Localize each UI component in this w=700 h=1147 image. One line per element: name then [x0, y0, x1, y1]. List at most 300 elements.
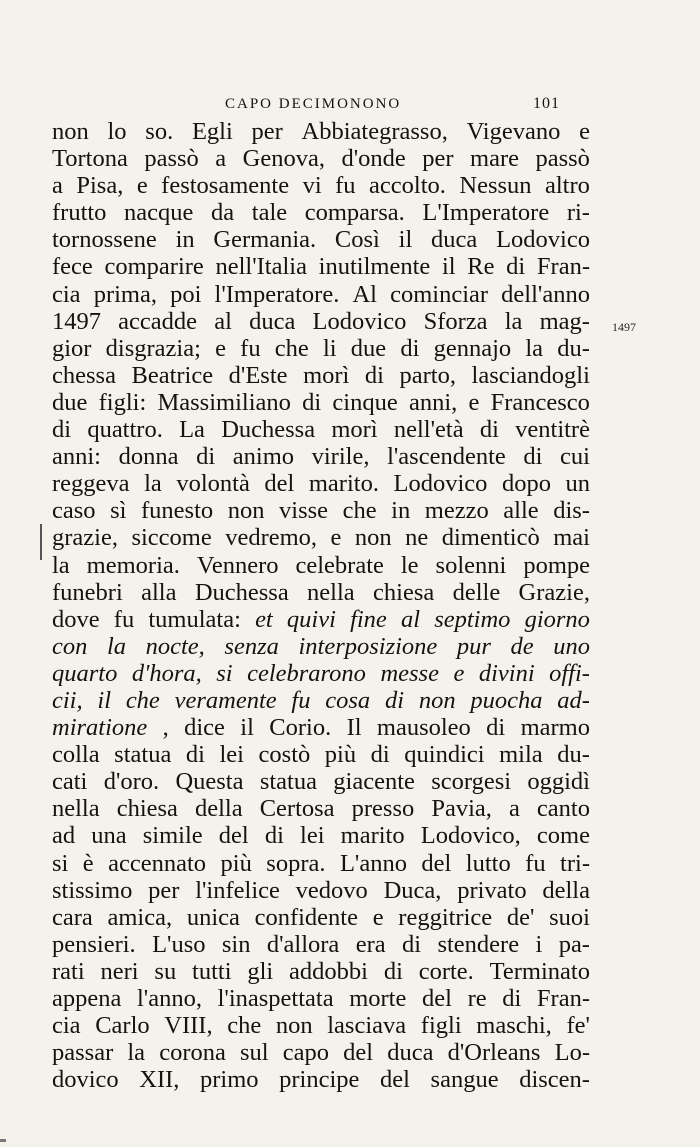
- word: Pavia,: [431, 795, 492, 823]
- word: era: [355, 930, 386, 958]
- word: alle: [503, 497, 539, 525]
- word: funebri: [52, 578, 123, 606]
- text-line: [52, 822, 590, 849]
- word: della: [195, 795, 243, 823]
- word: che: [125, 686, 160, 714]
- word: mag-: [539, 307, 590, 335]
- word: sopra.: [266, 849, 326, 877]
- word: miratione: [52, 714, 148, 742]
- word: dis-: [553, 497, 590, 525]
- word: grazie,: [52, 524, 118, 552]
- text-line: [52, 226, 590, 253]
- word: Germania.: [213, 226, 317, 254]
- word: e: [468, 388, 480, 416]
- word: tale: [251, 199, 288, 227]
- word: di: [383, 957, 403, 985]
- word: il: [240, 714, 254, 742]
- word: morte: [349, 985, 407, 1012]
- word: la: [127, 1039, 146, 1067]
- word: quindici: [404, 741, 485, 769]
- word: fece: [52, 253, 93, 281]
- word: animo: [232, 443, 295, 471]
- word: simile: [142, 822, 203, 850]
- word: e: [372, 903, 384, 931]
- word: pur: [456, 632, 491, 660]
- word: cosa: [325, 686, 371, 714]
- text-line: [52, 253, 590, 280]
- word: chessa: [52, 361, 116, 389]
- word: du-: [557, 334, 590, 362]
- word: fu: [525, 849, 546, 877]
- word: non: [275, 1012, 313, 1040]
- word: d'allora: [266, 930, 340, 958]
- text-line: [52, 579, 590, 606]
- word: Fran-: [536, 985, 590, 1012]
- word: al: [400, 605, 421, 633]
- word: L'Imperatore: [422, 199, 550, 227]
- word: Vennero: [196, 551, 279, 579]
- word: ad: [52, 822, 76, 850]
- word: Questa: [175, 768, 244, 796]
- word: tutti: [192, 957, 232, 985]
- word: in: [391, 497, 411, 525]
- word: di: [196, 443, 216, 471]
- word: fu: [291, 686, 311, 714]
- word: reggeva: [52, 470, 130, 498]
- word: Duchessa: [221, 416, 316, 444]
- word: cii,: [52, 686, 83, 714]
- word: maschi,: [476, 1012, 552, 1040]
- text-line: [52, 985, 590, 1012]
- text-line: [52, 497, 590, 524]
- word: oggidì: [527, 768, 590, 796]
- word: duca: [249, 307, 296, 335]
- word: lasciava: [327, 1012, 407, 1040]
- word: d'hora,: [131, 659, 202, 687]
- margin-year-note: 1497: [612, 320, 636, 334]
- word: costò: [258, 741, 311, 769]
- word: accolto.: [369, 172, 446, 200]
- word: funesto: [141, 497, 214, 525]
- scan-mark: [0, 1139, 6, 1142]
- word: che: [227, 1012, 262, 1040]
- word: nell'Italia: [215, 253, 307, 281]
- text-line: [52, 904, 590, 931]
- word: discen-: [519, 1066, 590, 1094]
- word: corona: [159, 1039, 226, 1067]
- word: 1497: [52, 307, 101, 335]
- word: ad-: [557, 686, 590, 714]
- word: per: [422, 145, 454, 173]
- text-line: [52, 877, 590, 904]
- word: l'anno,: [137, 985, 202, 1012]
- word: duca: [431, 226, 478, 254]
- word: morì: [303, 361, 350, 389]
- word: del: [264, 470, 295, 498]
- word: anni,: [408, 388, 458, 416]
- word: senza: [224, 632, 279, 660]
- word: di: [486, 714, 506, 742]
- word: del: [218, 822, 249, 850]
- word: di: [370, 741, 390, 769]
- word: celebrarono: [247, 659, 366, 687]
- word: uno: [553, 632, 590, 660]
- word: Lodovico: [393, 470, 488, 498]
- word: Fran-: [536, 253, 590, 281]
- word: da: [211, 199, 235, 227]
- word: cati: [52, 768, 88, 796]
- text-line: [52, 850, 590, 877]
- word: sul: [240, 1039, 269, 1067]
- word: de': [506, 903, 535, 931]
- word: memoria.: [86, 551, 180, 579]
- word: di: [502, 985, 522, 1012]
- word: Duca,: [383, 876, 442, 904]
- word: presso: [351, 795, 415, 823]
- word: a: [508, 795, 520, 823]
- word: Terminato: [489, 957, 590, 985]
- word: sì: [110, 497, 127, 525]
- word: capo: [282, 1039, 329, 1067]
- word: inutilmente: [318, 253, 431, 281]
- word: più: [220, 849, 252, 877]
- word: mare: [470, 145, 519, 173]
- word: Lodovico: [312, 307, 407, 335]
- text-line: [52, 416, 590, 443]
- word: che: [274, 334, 309, 362]
- word: di: [506, 253, 526, 281]
- word: passar: [52, 1039, 114, 1067]
- word: ne: [405, 524, 429, 552]
- word: Vigevano: [466, 118, 561, 145]
- word: Lodovico,: [420, 822, 521, 850]
- word: et: [255, 605, 273, 633]
- text-line: [52, 308, 590, 335]
- word: un: [565, 470, 590, 498]
- word: d'Este: [228, 361, 288, 389]
- word: ri-: [566, 199, 590, 227]
- word: pompe: [523, 551, 590, 579]
- word: le: [400, 551, 419, 579]
- word: di: [364, 361, 384, 389]
- word: lo: [107, 118, 127, 145]
- word: marmo: [520, 714, 590, 742]
- word: virile,: [311, 443, 370, 471]
- word: l'ascendente: [387, 443, 506, 471]
- text-line: [52, 118, 590, 145]
- word: Massimiliano: [157, 388, 291, 416]
- word: due: [350, 334, 387, 362]
- word: di: [302, 388, 322, 416]
- word: accennato: [108, 849, 207, 877]
- word: canto: [536, 795, 590, 823]
- word: festosamente: [161, 172, 290, 200]
- word: unica: [186, 903, 240, 931]
- word: la: [106, 632, 127, 660]
- word: Tortona: [52, 145, 128, 173]
- word: con: [52, 632, 88, 660]
- text-line: [52, 1012, 590, 1039]
- word: figli:: [98, 388, 147, 416]
- word: si: [216, 659, 233, 687]
- word: non: [227, 497, 265, 525]
- word: Grazie,: [518, 578, 590, 606]
- text-line: [52, 443, 590, 470]
- word: nella: [52, 795, 100, 823]
- word: La: [179, 416, 205, 444]
- word: lei: [219, 741, 244, 769]
- word: si: [52, 849, 69, 877]
- word: mila: [499, 741, 543, 769]
- text-line: [52, 931, 590, 958]
- word: Lo-: [554, 1039, 590, 1067]
- word: figli: [420, 1012, 462, 1040]
- word: veramente: [174, 686, 277, 714]
- word: suoi: [549, 903, 590, 931]
- word: septimo: [434, 605, 511, 633]
- word: cui: [560, 443, 590, 471]
- word: la: [504, 307, 523, 335]
- word: due: [52, 388, 88, 416]
- word: poi: [170, 280, 202, 308]
- word: Re: [467, 253, 495, 281]
- word: donna: [118, 443, 179, 471]
- word: pensieri.: [52, 930, 136, 958]
- word: appena: [52, 985, 122, 1012]
- word: tri-: [560, 849, 590, 877]
- word: marito: [340, 822, 405, 850]
- word: e: [136, 172, 148, 200]
- word: altro: [545, 172, 590, 200]
- word: corte.: [418, 957, 474, 985]
- word: d'onde: [341, 145, 406, 173]
- word: lutto: [465, 849, 511, 877]
- word: vi: [302, 172, 322, 200]
- page-header: [0, 96, 700, 120]
- word: nella: [307, 578, 355, 606]
- word: gli: [247, 957, 274, 985]
- word: mausoleo: [376, 714, 471, 742]
- word: lei: [300, 822, 325, 850]
- word: sin: [221, 930, 251, 958]
- word: Sforza: [423, 307, 488, 335]
- word: dell'anno: [501, 280, 590, 308]
- word: chiesa: [373, 578, 435, 606]
- word: del: [422, 985, 452, 1012]
- word: delle: [452, 578, 501, 606]
- word: celebrate: [295, 551, 384, 579]
- running-head: CAPO DECIMONONO: [225, 96, 402, 112]
- word: di: [400, 334, 420, 362]
- word: i: [535, 930, 543, 958]
- text-line: [52, 1039, 590, 1066]
- word: cominciar: [390, 280, 489, 308]
- word: chiesa: [116, 795, 178, 823]
- word: di: [185, 741, 205, 769]
- word: mai: [553, 524, 590, 552]
- word: l'inaspettata: [217, 985, 334, 1012]
- text-line: [52, 524, 590, 551]
- text-line: [52, 714, 590, 741]
- word: puocha: [470, 686, 543, 714]
- word: interposizione: [298, 632, 438, 660]
- word: Al: [352, 280, 377, 308]
- word: la: [144, 470, 162, 498]
- word: principe: [279, 1066, 360, 1094]
- word: Certosa: [259, 795, 335, 823]
- word: di: [479, 416, 499, 444]
- text-line: [52, 389, 590, 416]
- word: Genova,: [242, 145, 325, 173]
- word: che: [342, 497, 377, 525]
- word: il: [398, 226, 413, 254]
- text-line: [52, 741, 590, 768]
- word: a: [215, 145, 227, 173]
- text-line: [52, 687, 590, 714]
- word: primo: [200, 1066, 259, 1094]
- word: caso: [52, 497, 96, 525]
- word: tornossene: [52, 226, 157, 254]
- word: gennajo: [433, 334, 512, 362]
- word: frutto: [52, 199, 107, 227]
- word: più: [324, 741, 357, 769]
- word: Duchessa: [194, 578, 289, 606]
- word: ventitrè: [515, 416, 590, 444]
- word: volontà: [176, 470, 250, 498]
- word: dove: [52, 605, 100, 633]
- word: solenni: [435, 551, 507, 579]
- word: colla: [52, 741, 100, 769]
- word: cara: [52, 903, 93, 931]
- word: divini: [478, 659, 535, 687]
- word: mezzo: [424, 497, 489, 525]
- text-line: [52, 768, 590, 795]
- word: quivi: [286, 605, 336, 633]
- word: fe': [566, 1012, 590, 1040]
- word: vedremo,: [225, 524, 318, 552]
- text-line: [52, 1066, 590, 1093]
- text-line: [52, 281, 590, 308]
- page-number: 101: [533, 95, 560, 112]
- text-line: [52, 199, 590, 226]
- text-line: [52, 552, 590, 579]
- word: duca: [387, 1039, 434, 1067]
- word: Abbiategrasso,: [301, 118, 448, 145]
- text-line: [52, 172, 590, 199]
- word: l'Imperatore.: [214, 280, 340, 308]
- word: alla: [141, 578, 177, 606]
- word: L'uso: [152, 930, 206, 958]
- word: Corio.: [269, 714, 332, 742]
- word: du-: [557, 741, 590, 769]
- word: giacente: [333, 768, 415, 796]
- word: Lodovico: [496, 226, 590, 254]
- word: Nessun: [459, 172, 532, 200]
- body-text: [52, 118, 590, 1093]
- word: la: [525, 334, 544, 362]
- word: nocte,: [145, 632, 205, 660]
- text-line: [52, 795, 590, 822]
- text-line: [52, 362, 590, 389]
- word: l'infelice: [195, 876, 280, 904]
- word: passò: [535, 145, 590, 173]
- word: di: [52, 416, 72, 444]
- word: statua: [114, 741, 172, 769]
- word: ,: [162, 714, 169, 742]
- word: rati: [52, 957, 85, 985]
- word: una: [91, 822, 127, 850]
- word: passò: [144, 145, 199, 173]
- word: del: [343, 1039, 374, 1067]
- word: cia: [52, 280, 81, 308]
- word: sangue: [430, 1066, 499, 1094]
- word: scorgesi: [431, 768, 512, 796]
- word: cinque: [332, 388, 398, 416]
- word: cia: [52, 1012, 81, 1040]
- word: anni:: [52, 443, 101, 471]
- word: e: [453, 659, 465, 687]
- word: li: [322, 334, 337, 362]
- word: del: [421, 849, 452, 877]
- word: non: [52, 118, 89, 145]
- word: del: [380, 1066, 410, 1094]
- word: fu: [113, 605, 135, 633]
- word: re: [467, 985, 487, 1012]
- word: addobbi: [289, 957, 368, 985]
- word: non: [354, 524, 392, 552]
- word: statua: [259, 768, 317, 796]
- text-line: [52, 470, 590, 497]
- text-line: [52, 660, 590, 687]
- word: al: [214, 307, 232, 335]
- word: XII,: [139, 1066, 180, 1094]
- word: VIII,: [164, 1012, 213, 1040]
- word: offi-: [549, 659, 590, 687]
- word: della: [542, 876, 590, 904]
- word: d'oro.: [103, 768, 160, 796]
- word: parto,: [399, 361, 456, 389]
- word: lasciandogli: [471, 361, 590, 389]
- word: nacque: [124, 199, 194, 227]
- text-line: [52, 633, 590, 660]
- word: Pisa,: [76, 172, 124, 200]
- word: nell'età: [393, 416, 464, 444]
- word: dice: [184, 714, 225, 742]
- word: non: [418, 686, 456, 714]
- word: confidente: [254, 903, 358, 931]
- word: visse: [279, 497, 329, 525]
- word: come: [536, 822, 590, 850]
- text-line: [52, 335, 590, 362]
- word: gior: [52, 334, 92, 362]
- word: Egli: [191, 118, 233, 145]
- word: di: [402, 930, 422, 958]
- word: vedovo: [295, 876, 368, 904]
- word: a: [52, 172, 63, 200]
- word: L'anno: [339, 849, 407, 877]
- word: prima,: [93, 280, 157, 308]
- word: tumulata:: [148, 605, 241, 633]
- word: disgrazia;: [105, 334, 201, 362]
- word: reggitrice: [398, 903, 493, 931]
- word: il: [97, 686, 112, 714]
- word: fu: [240, 334, 261, 362]
- word: de: [510, 632, 534, 660]
- word: Francesco: [490, 388, 590, 416]
- text-line: [52, 606, 590, 633]
- word: su: [154, 957, 177, 985]
- word: fu: [335, 172, 356, 200]
